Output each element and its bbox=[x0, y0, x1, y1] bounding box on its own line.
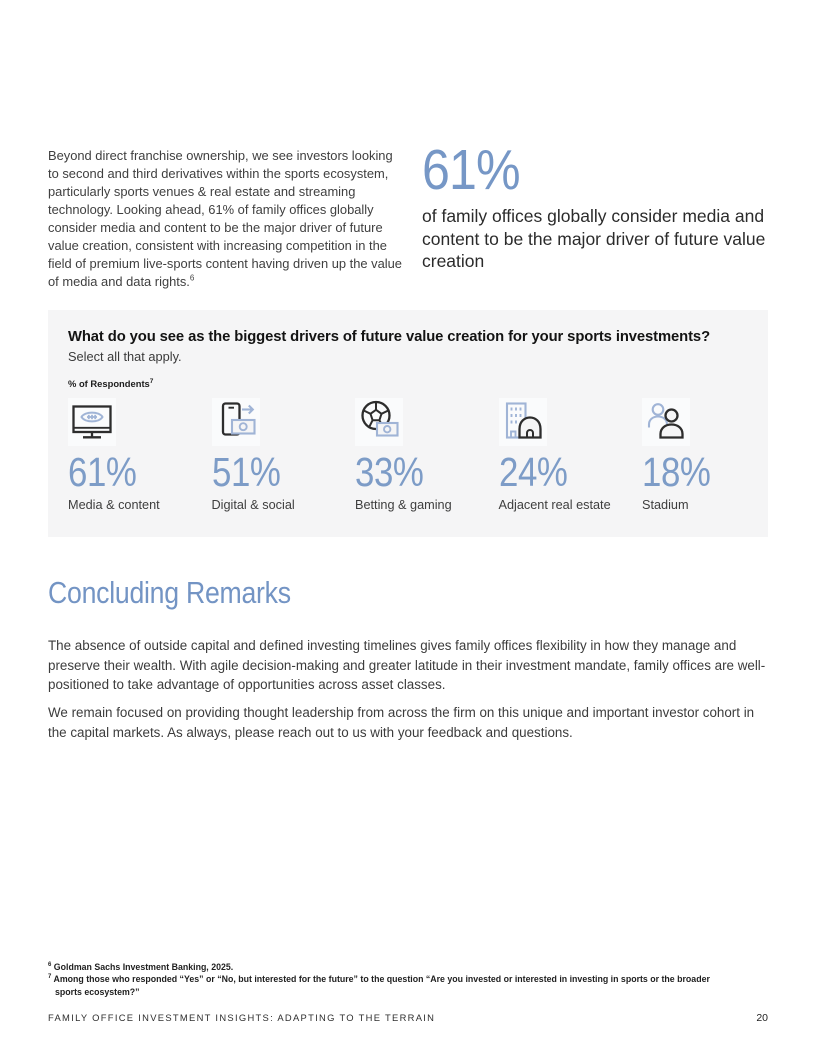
stat-stadium bbox=[642, 398, 786, 512]
intro-paragraph-text: Beyond direct franchise ownership, we see investors looking to second and third derivatives within the sports ecosystem, particularly sports venues & real estate and streaming technology. Looking ahead, 61% of family offices globally consider media and content to be the major driver of future value creation, consistent with increasing competition in the field of premium live-sports content having driven up the value of media and data rights. bbox=[48, 148, 402, 289]
stadium-icon-tile bbox=[642, 398, 690, 446]
stat-value-betting-gaming: 33% bbox=[355, 449, 424, 495]
media-content-icon-tile bbox=[68, 398, 116, 446]
footnote-7 bbox=[48, 973, 726, 998]
stat-value-media-content: 61% bbox=[68, 449, 137, 495]
survey-axis-note bbox=[68, 378, 748, 389]
soccerball-cash-icon bbox=[356, 399, 402, 445]
section-heading: Concluding Remarks bbox=[48, 575, 291, 610]
stat-adjacent-real-estate bbox=[499, 398, 643, 512]
betting-gaming-icon-tile bbox=[355, 398, 403, 446]
survey-stats-row bbox=[68, 398, 748, 512]
conclusion-paragraph-1: The absence of outside capital and defined investing timelines gives family offices flexibility in how they manage and preserve their wealth. With agile decision-making and greater latitude in their investment mandate, family offices are well-positioned to take advantage of opportunities across asset classes. bbox=[48, 638, 766, 693]
stat-digital-social bbox=[212, 398, 356, 512]
survey-subtitle: Select all that apply. bbox=[68, 349, 182, 364]
survey-axis-note-text: % of Respondents bbox=[68, 378, 150, 389]
stat-label-adjacent-real-estate: Adjacent real estate bbox=[498, 498, 611, 512]
hero-stat-value: 61% bbox=[422, 138, 520, 202]
footnotes bbox=[48, 961, 726, 998]
tv-football-icon bbox=[69, 399, 115, 445]
phone-payment-icon bbox=[213, 399, 259, 445]
stat-media-content bbox=[68, 398, 212, 512]
page-footer bbox=[48, 1012, 768, 1024]
footnote-7-text: Among those who responded “Yes” or “No, but interested for the future” to the question “Are you invested or interested in investing in sports or the broader sports ecosystem?” bbox=[53, 974, 710, 997]
footnote-7-ref: 7 bbox=[48, 974, 52, 981]
page-number: 20 bbox=[756, 1012, 768, 1024]
digital-social-icon-tile bbox=[212, 398, 260, 446]
conclusion-body bbox=[48, 636, 772, 743]
two-people-icon bbox=[643, 399, 689, 445]
hero-stat-description: of family offices globally consider media and content to be the major driver of future value creation bbox=[422, 206, 766, 271]
footnote-ref-6: 6 bbox=[189, 273, 195, 283]
stat-value-adjacent-real-estate: 24% bbox=[498, 449, 567, 495]
adjacent-real-estate-icon-tile bbox=[499, 398, 547, 446]
building-dome-icon bbox=[500, 399, 546, 445]
conclusion-paragraph-2: We remain focused on providing thought leadership from across the firm on this unique and important investor cohort in the capital markets. As always, please reach out to us with your feedback and questions. bbox=[48, 705, 755, 740]
stat-betting-gaming bbox=[355, 398, 499, 512]
stat-value-digital-social: 51% bbox=[211, 449, 280, 495]
stat-label-stadium: Stadium bbox=[642, 498, 689, 512]
footnote-6-text: Goldman Sachs Investment Banking, 2025. bbox=[53, 962, 234, 972]
intro-paragraph bbox=[48, 147, 406, 291]
footer-title: FAMILY OFFICE INVESTMENT INSIGHTS: ADAPTING TO THE TERRAIN bbox=[48, 1012, 436, 1023]
footnote-ref-7: 7 bbox=[149, 377, 154, 385]
survey-question: What do you see as the biggest drivers of future value creation for your sports investments? bbox=[68, 329, 711, 345]
footnote-6 bbox=[48, 961, 726, 973]
stat-label-betting-gaming: Betting & gaming bbox=[355, 498, 452, 512]
footnote-6-ref: 6 bbox=[48, 962, 52, 969]
stat-value-stadium: 18% bbox=[642, 449, 711, 495]
stat-label-digital-social: Digital & social bbox=[211, 498, 295, 512]
survey-card bbox=[48, 310, 768, 537]
stat-label-media-content: Media & content bbox=[68, 498, 160, 512]
hero-stat bbox=[422, 140, 772, 273]
